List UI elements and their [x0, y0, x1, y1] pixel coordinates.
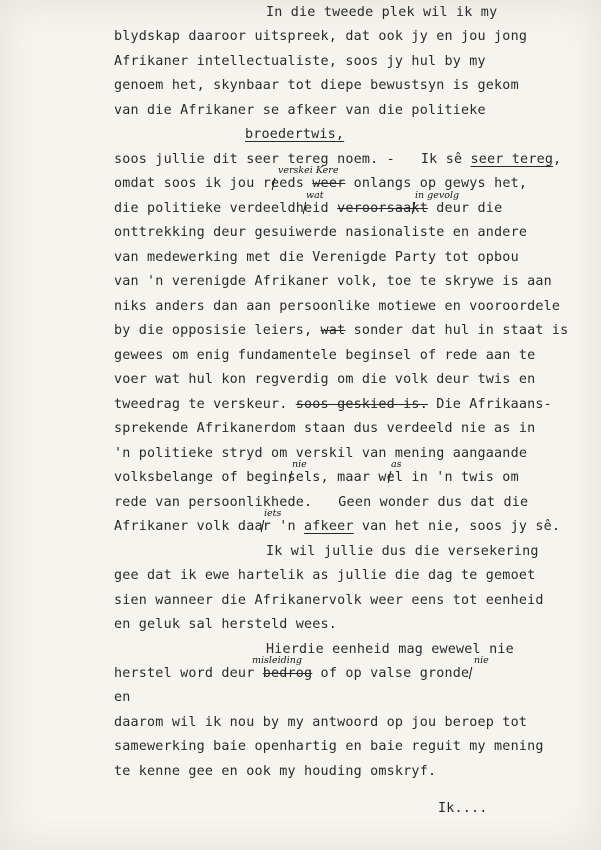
underlined-word: afkeer	[304, 519, 354, 534]
text-run: Afrikaner volk daar 'n	[114, 519, 305, 534]
text-run: herstel word deur	[114, 666, 263, 681]
handwritten-insertion: misleiding	[252, 655, 302, 666]
text-run: rede van persoonlikhede.	[114, 495, 313, 510]
handwritten-insertion: as	[391, 459, 402, 470]
text-run: tweedrag te verskeur.	[114, 397, 288, 412]
letter-line: onttrekking deur gesuiwerde nasionaliste en andere	[114, 225, 528, 240]
insertion-caret-icon	[469, 667, 480, 679]
letter-line	[114, 398, 552, 411]
letter-line: niks anders dan aan persoonlike motiewe en vooroordele	[114, 299, 561, 314]
handwritten-insertion: nie	[292, 459, 307, 470]
struck-word: wat	[320, 323, 346, 338]
letter-line: gee dat ik ewe hartelik as jullie die dag te gemoet	[114, 568, 536, 583]
letter-line: van medewerking met die Verenigde Party tot opbou	[114, 250, 519, 265]
letter-line: te kenne gee en ook my houding omskryf.	[114, 764, 437, 779]
letter-line: sprekende Afrikanerdom staan dus verdeeld nie as in	[114, 421, 536, 436]
text-run: by die opposisie leiers,	[114, 323, 321, 338]
letter-line	[114, 496, 528, 509]
text-run: omdat soos ik jou reeds	[114, 176, 313, 191]
letter-line: van 'n verenigde Afrikaner volk, toe te skrywe is aan	[114, 274, 552, 289]
letter-line: daarom wil ik nou by my antwoord op jou beroep tot	[114, 715, 528, 730]
text-run: Die Afrikaans-	[427, 397, 552, 412]
letter-line: sien wanneer die Afrikanervolk weer eens tot eenheid	[114, 593, 544, 608]
letter-closing: Ik....	[438, 801, 488, 816]
letter-line: genoem het, skynbaar tot diepe bewustsyn is gekom	[114, 78, 519, 93]
letter-line: Afrikaner intellectualiste, soos jy hul by my	[114, 54, 486, 69]
letter-line: blydskap daaroor uitspreek, dat ook jy en jou jong	[114, 29, 528, 44]
letter-line: Ik wil jullie dus die versekering	[266, 544, 539, 559]
letter-line	[114, 324, 568, 337]
text-run: Geen wonder dus dat die	[338, 495, 529, 510]
handwritten-insertion: verskei Kere	[278, 165, 339, 176]
letter-line	[114, 520, 560, 533]
handwritten-insertion: iets	[264, 508, 282, 519]
text-run: van het nie, soos jy sê.	[353, 519, 561, 534]
text-run: Ik sê	[420, 152, 471, 167]
handwritten-insertion: wat	[306, 190, 324, 201]
text-run: of op valse gronde	[312, 666, 478, 681]
struck-word: weer	[312, 176, 346, 191]
letter-line: 'n politieke stryd om verskil van mening aangaande	[114, 446, 528, 461]
letter-line	[114, 667, 478, 680]
struck-word: bedrog	[262, 666, 313, 681]
text-run: sonder dat hul in staat is	[345, 323, 569, 338]
letter-line: voer wat hul kon regverdig om die volk deur twis en	[114, 372, 536, 387]
text-run: die politieke verdeeldheid	[114, 201, 338, 216]
struck-phrase: soos geskied is.	[295, 397, 428, 412]
letter-line: en geluk sal hersteld wees.	[114, 617, 338, 632]
text-run: deur die	[427, 201, 503, 216]
text-run: ,	[553, 152, 562, 167]
text-run: onlangs op gewys het,	[345, 176, 528, 191]
text-run: soos jullie dit seer tereg noem. -	[114, 152, 395, 167]
letter-line: volksbelange of beginsels, maar wel in 'n twis om	[114, 470, 519, 485]
letter-line	[114, 177, 527, 190]
letter-line: gewees om enig fundamentele beginsel of rede aan te	[114, 348, 536, 363]
letter-line: broedertwis,	[245, 127, 345, 142]
letter-line: Hierdie eenheid mag ewewel nie	[266, 642, 514, 657]
letter-line: en	[114, 690, 131, 705]
handwritten-insertion: in gevolg	[415, 190, 460, 201]
handwritten-insertion: nie	[474, 655, 489, 666]
letter-line: In die tweede plek wil ik my	[266, 5, 498, 20]
underlined-phrase: seer tereg	[470, 152, 554, 167]
letter-line: van die Afrikaner se afkeer van die politieke	[114, 103, 486, 118]
letter-line: samewerking baie openhartig en baie reguit my mening	[114, 739, 544, 754]
struck-word: veroorsaakt	[337, 201, 428, 216]
